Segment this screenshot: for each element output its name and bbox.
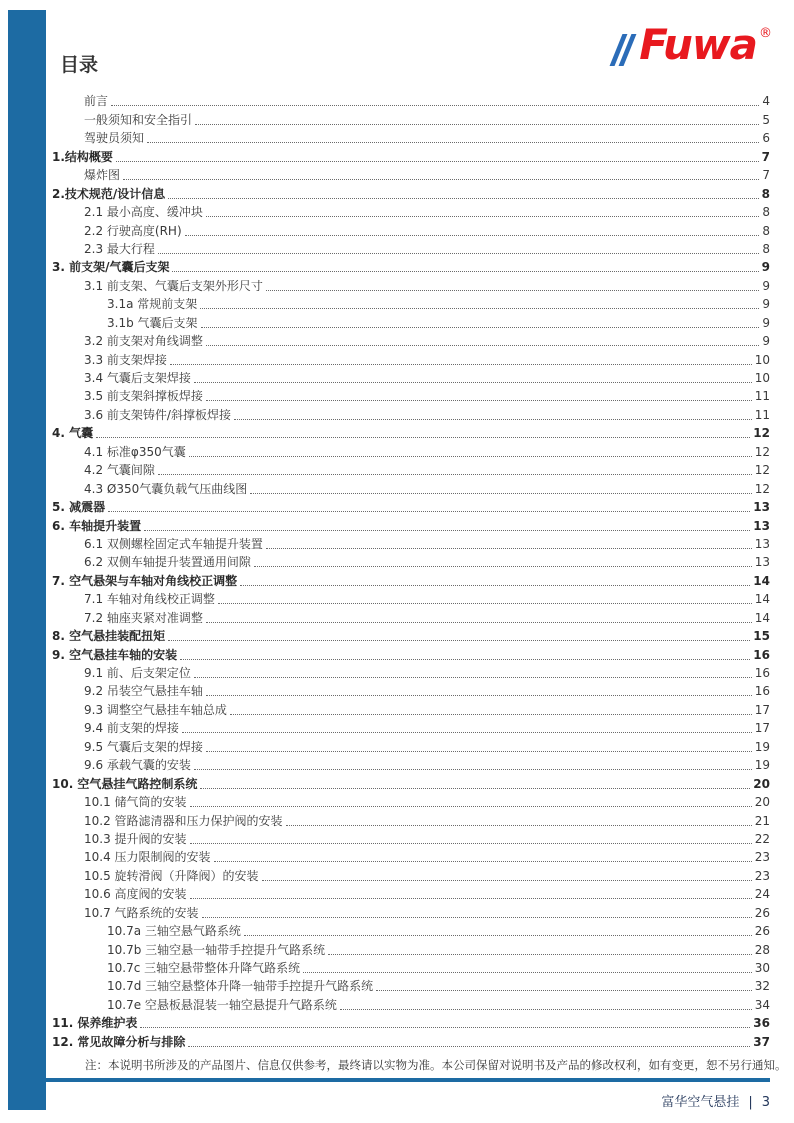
toc-entry bbox=[52, 165, 770, 183]
toc-dot-leader bbox=[108, 511, 750, 512]
toc-dot-leader bbox=[262, 880, 752, 881]
toc-entry-page-number: 8 bbox=[762, 241, 770, 256]
toc-dot-leader bbox=[206, 695, 752, 696]
toc-entry-label: 9.4 前支架的焊接 bbox=[84, 721, 179, 736]
fuwa-logo bbox=[616, 20, 772, 69]
toc-entry bbox=[52, 220, 770, 238]
toc-dot-leader bbox=[190, 843, 752, 844]
toc-entry-label: 1.结构概要 bbox=[52, 149, 113, 164]
toc-entry-page-number: 4 bbox=[762, 94, 770, 109]
toc-dot-leader bbox=[376, 990, 752, 991]
toc-entry-page-number: 7 bbox=[761, 149, 770, 164]
toc-dot-leader bbox=[182, 732, 752, 733]
toc-entry-label: 10. 空气悬挂气路控制系统 bbox=[52, 776, 198, 791]
logo-text: Fuwa bbox=[639, 20, 757, 69]
toc-dot-leader bbox=[144, 530, 750, 531]
left-accent-bar bbox=[8, 10, 46, 1110]
toc-entry bbox=[52, 884, 770, 902]
toc-entry-label: 2.1 最小高度、缓冲块 bbox=[84, 205, 203, 220]
footer-separator: | bbox=[748, 1095, 753, 1110]
page-footer bbox=[661, 1091, 770, 1110]
toc-entry bbox=[52, 810, 770, 828]
toc-entry-page-number: 32 bbox=[754, 979, 770, 994]
toc-entry-page-number: 16 bbox=[753, 647, 770, 662]
toc-entry bbox=[52, 478, 770, 496]
footer-divider bbox=[46, 1078, 770, 1082]
toc-entry bbox=[52, 386, 770, 404]
toc-dot-leader bbox=[254, 566, 752, 567]
toc-dot-leader bbox=[202, 917, 752, 918]
toc-entry bbox=[52, 423, 770, 441]
toc-dot-leader bbox=[266, 290, 759, 291]
toc-entry bbox=[52, 128, 770, 146]
toc-entry bbox=[52, 1013, 770, 1031]
toc-entry bbox=[52, 331, 770, 349]
toc-entry bbox=[52, 699, 770, 717]
toc-entry-label: 11. 保养维护表 bbox=[52, 1016, 138, 1031]
toc-entry-label: 10.7b 三轴空悬一轴带手控提升气路系统 bbox=[107, 942, 326, 957]
toc-dot-leader bbox=[286, 825, 752, 826]
toc-entry-page-number: 20 bbox=[754, 795, 770, 810]
toc-entry bbox=[52, 109, 770, 127]
toc-dot-leader bbox=[185, 235, 760, 236]
toc-dot-leader bbox=[140, 1027, 750, 1028]
toc-entry bbox=[52, 958, 770, 976]
toc-dot-leader bbox=[170, 364, 752, 365]
toc-dot-leader bbox=[111, 105, 759, 106]
toc-entry-label: 10.7 气路系统的安装 bbox=[84, 905, 199, 920]
toc-entry-page-number: 23 bbox=[754, 850, 770, 865]
toc-entry-label: 3.4 气囊后支架焊接 bbox=[84, 371, 191, 385]
toc-dot-leader bbox=[250, 493, 751, 494]
toc-entry-label: 10.2 管路滤清器和压力保护阀的安装 bbox=[84, 813, 283, 828]
logo-slashes-icon bbox=[616, 34, 634, 66]
toc-entry-page-number: 9 bbox=[762, 315, 770, 330]
toc-entry-label: 5. 减震器 bbox=[52, 500, 106, 515]
toc-entry-label: 4.2 气囊间隙 bbox=[84, 463, 155, 478]
toc-entry bbox=[52, 773, 770, 791]
toc-entry-page-number: 13 bbox=[753, 518, 770, 533]
page-title: 目录 bbox=[60, 54, 99, 76]
toc-dot-leader bbox=[206, 216, 759, 217]
toc-dot-leader bbox=[206, 345, 759, 346]
toc-entry-label: 10.7a 三轴空悬气路系统 bbox=[107, 924, 241, 939]
toc-entry-page-number: 37 bbox=[753, 1034, 770, 1049]
footer-brand: 富华空气悬挂 bbox=[661, 1095, 740, 1110]
toc-entry-label: 爆炸图 bbox=[84, 168, 121, 183]
toc-entry bbox=[52, 552, 770, 570]
toc-entry-page-number: 9 bbox=[761, 260, 770, 275]
toc-entry-page-number: 28 bbox=[754, 942, 770, 957]
toc-entry bbox=[52, 515, 770, 533]
toc-entry-page-number: 6 bbox=[762, 131, 770, 146]
toc-entry-label: 9.5 气囊后支架的焊接 bbox=[84, 739, 203, 754]
toc-entry-label: 10.4 压力限制阀的安装 bbox=[84, 850, 211, 865]
toc-entry-label: 4.1 标准φ350气囊 bbox=[84, 444, 186, 459]
toc-entry-label: 10.6 高度阀的安装 bbox=[84, 887, 187, 902]
toc-dot-leader bbox=[214, 861, 752, 862]
toc-entry-label: 3.1 前支架、气囊后支架外形尺寸 bbox=[84, 278, 263, 293]
toc-dot-leader bbox=[158, 474, 752, 475]
toc-entry bbox=[52, 644, 770, 662]
toc-entry bbox=[52, 349, 770, 367]
toc-dot-leader bbox=[340, 1009, 752, 1010]
toc-entry-label: 6.1 双侧螺栓固定式车轴提升装置 bbox=[84, 536, 263, 551]
toc-entry bbox=[52, 792, 770, 810]
toc-dot-leader bbox=[123, 179, 759, 180]
toc-dot-leader bbox=[116, 161, 759, 162]
toc-entry bbox=[52, 921, 770, 939]
toc-entry-label: 3.6 前支架铸件/斜撑板焊接 bbox=[84, 407, 231, 422]
toc-entry bbox=[52, 257, 770, 275]
toc-entry bbox=[52, 183, 770, 201]
toc-entry-page-number: 10 bbox=[754, 371, 770, 385]
toc-entry-page-number: 23 bbox=[754, 868, 770, 883]
toc-entry-page-number: 12 bbox=[754, 481, 770, 496]
toc-entry bbox=[52, 460, 770, 478]
toc-entry-label: 10.7d 三轴空悬整体升降一轴带手控提升气路系统 bbox=[107, 979, 374, 994]
toc-entry-label: 10.1 储气筒的安装 bbox=[84, 795, 187, 810]
toc-entry-page-number: 34 bbox=[754, 997, 770, 1012]
toc-entry-label: 8. 空气悬挂装配扭矩 bbox=[52, 629, 166, 644]
toc-entry-label: 驾驶员须知 bbox=[84, 131, 145, 146]
toc-dot-leader bbox=[206, 622, 752, 623]
toc-entry bbox=[52, 294, 770, 312]
toc-dot-leader bbox=[200, 788, 750, 789]
toc-dot-leader bbox=[168, 640, 750, 641]
toc-entry-label: 3.1a 常规前支架 bbox=[107, 297, 198, 312]
toc-entry-page-number: 22 bbox=[754, 831, 770, 846]
toc-entry bbox=[52, 202, 770, 220]
toc-entry-page-number: 16 bbox=[754, 684, 770, 699]
toc-entry bbox=[52, 534, 770, 552]
toc-entry bbox=[52, 829, 770, 847]
disclaimer-note: 注：本说明书所涉及的产品图片、信息仅供参考，最终请以实物为准。本公司保留对说明书及产品的修改权利，如有变更，恕不另行通知。 bbox=[85, 1058, 787, 1072]
toc-entry-page-number: 20 bbox=[753, 776, 770, 791]
toc-dot-leader bbox=[328, 954, 752, 955]
toc-entry-page-number: 9 bbox=[762, 334, 770, 349]
toc-entry-label: 2.3 最大行程 bbox=[84, 241, 155, 256]
toc-entry-page-number: 12 bbox=[754, 463, 770, 478]
toc-dot-leader bbox=[188, 1046, 750, 1047]
toc-entry bbox=[52, 755, 770, 773]
toc-entry bbox=[52, 847, 770, 865]
toc-entry bbox=[52, 736, 770, 754]
toc-dot-leader bbox=[206, 751, 752, 752]
toc-entry-page-number: 14 bbox=[754, 592, 770, 607]
toc-entry bbox=[52, 663, 770, 681]
toc-entry-label: 3.1b 气囊后支架 bbox=[107, 315, 198, 330]
toc-entry-label: 9.6 承载气囊的安装 bbox=[84, 758, 191, 773]
toc-dot-leader bbox=[168, 198, 758, 199]
toc-dot-leader bbox=[158, 253, 759, 254]
toc-entry-page-number: 36 bbox=[753, 1016, 770, 1031]
toc-entry bbox=[52, 91, 770, 109]
toc-entry-label: 7.2 轴座夹紧对准调整 bbox=[84, 610, 203, 625]
toc-entry-label: 6. 车轴提升装置 bbox=[52, 518, 142, 533]
toc-dot-leader bbox=[303, 972, 752, 973]
toc-dot-leader bbox=[194, 382, 752, 383]
toc-entry-page-number: 19 bbox=[754, 758, 770, 773]
toc-entry-label: 10.7c 三轴空悬带整体升降气路系统 bbox=[107, 961, 301, 975]
toc-dot-leader bbox=[194, 769, 752, 770]
toc-entry bbox=[52, 607, 770, 625]
toc-entry-page-number: 7 bbox=[762, 168, 770, 183]
toc-entry-page-number: 8 bbox=[762, 205, 770, 220]
toc-dot-leader bbox=[206, 400, 752, 401]
toc-entry bbox=[52, 570, 770, 588]
toc-entry-label: 12. 常见故障分析与排除 bbox=[52, 1034, 186, 1049]
toc-dot-leader bbox=[240, 585, 750, 586]
toc-entry bbox=[52, 939, 770, 957]
toc-entry-label: 前言 bbox=[84, 94, 109, 109]
toc-entry bbox=[52, 994, 770, 1012]
toc-entry bbox=[52, 976, 770, 994]
toc-entry-label: 4.3 Ø350气囊负载气压曲线图 bbox=[84, 481, 248, 496]
toc-entry-label: 3.5 前支架斜撑板焊接 bbox=[84, 389, 203, 404]
toc-dot-leader bbox=[172, 271, 758, 272]
toc-entry-page-number: 5 bbox=[762, 112, 770, 127]
toc-entry-page-number: 21 bbox=[754, 813, 770, 828]
toc-entry bbox=[52, 312, 770, 330]
toc-entry-page-number: 11 bbox=[754, 389, 770, 404]
toc-dot-leader bbox=[96, 437, 750, 438]
toc-entry-page-number: 8 bbox=[761, 186, 770, 201]
toc-entry bbox=[52, 368, 770, 386]
toc-entry-page-number: 26 bbox=[754, 905, 770, 920]
toc-entry bbox=[52, 865, 770, 883]
toc-entry bbox=[52, 146, 770, 164]
toc-entry-page-number: 13 bbox=[754, 536, 770, 551]
toc-entry bbox=[52, 275, 770, 293]
toc-dot-leader bbox=[244, 935, 752, 936]
toc-entry-page-number: 24 bbox=[754, 887, 770, 902]
toc-entry-page-number: 17 bbox=[754, 702, 770, 717]
toc-entry-label: 10.7e 空悬板悬混装一轴空悬提升气路系统 bbox=[107, 997, 337, 1012]
toc-entry-label: 7. 空气悬架与车轴对角线校正调整 bbox=[52, 573, 238, 588]
toc-entry-label: 9.1 前、后支架定位 bbox=[84, 666, 191, 680]
toc-entry bbox=[52, 497, 770, 515]
toc-entry-label: 7.1 车轴对角线校正调整 bbox=[84, 592, 215, 607]
toc-entry-label: 3. 前支架/气囊后支架 bbox=[52, 260, 170, 275]
footer-page-number: 3 bbox=[761, 1095, 770, 1110]
toc-dot-leader bbox=[218, 603, 752, 604]
toc-entry-label: 10.5 旋转滑阀（升降阀）的安装 bbox=[84, 868, 259, 883]
toc-entry-page-number: 11 bbox=[754, 407, 770, 422]
toc-entry bbox=[52, 239, 770, 257]
toc-entry-label: 3.2 前支架对角线调整 bbox=[84, 334, 203, 349]
toc-dot-leader bbox=[195, 124, 759, 125]
toc-entry bbox=[52, 681, 770, 699]
toc-entry-page-number: 9 bbox=[762, 297, 770, 312]
toc-entry-label: 10.3 提升阀的安装 bbox=[84, 831, 187, 846]
toc-entry-page-number: 8 bbox=[762, 223, 770, 238]
toc-entry-page-number: 19 bbox=[754, 739, 770, 754]
toc-dot-leader bbox=[194, 677, 752, 678]
toc-dot-leader bbox=[190, 806, 752, 807]
toc-dot-leader bbox=[234, 419, 752, 420]
toc-entry-label: 6.2 双侧车轴提升装置通用间隙 bbox=[84, 555, 251, 570]
toc-entry-label: 2.2 行驶高度(RH) bbox=[84, 223, 182, 238]
toc-entry-page-number: 12 bbox=[753, 426, 770, 441]
toc-entry-label: 9.3 调整空气悬挂车轴总成 bbox=[84, 702, 227, 717]
toc-entry-page-number: 14 bbox=[753, 573, 770, 588]
toc-entry-page-number: 13 bbox=[754, 555, 770, 570]
toc-entry bbox=[52, 1031, 770, 1049]
toc-dot-leader bbox=[200, 308, 759, 309]
toc-dot-leader bbox=[230, 714, 752, 715]
toc-entry-page-number: 14 bbox=[754, 610, 770, 625]
toc-dot-leader bbox=[201, 327, 760, 328]
toc-entry-page-number: 15 bbox=[753, 629, 770, 644]
toc-entry bbox=[52, 626, 770, 644]
toc-dot-leader bbox=[266, 548, 752, 549]
toc-entry bbox=[52, 404, 770, 422]
toc-dot-leader bbox=[190, 898, 752, 899]
toc-entry-label: 9.2 吊装空气悬挂车轴 bbox=[84, 684, 203, 699]
toc-entry-page-number: 17 bbox=[754, 721, 770, 736]
toc-list bbox=[52, 91, 770, 1050]
toc-dot-leader bbox=[147, 142, 759, 143]
toc-entry bbox=[52, 589, 770, 607]
toc-entry-label: 3.3 前支架焊接 bbox=[84, 352, 167, 367]
toc-entry bbox=[52, 902, 770, 920]
toc-entry-label: 2.技术规范/设计信息 bbox=[52, 186, 166, 201]
toc-entry-page-number: 13 bbox=[753, 500, 770, 515]
toc-entry-page-number: 10 bbox=[754, 352, 770, 367]
toc-entry-page-number: 26 bbox=[754, 924, 770, 939]
toc-entry-page-number: 16 bbox=[754, 666, 770, 680]
toc-dot-leader bbox=[189, 456, 752, 457]
toc-entry-label: 一般须知和安全指引 bbox=[84, 112, 193, 127]
toc-entry bbox=[52, 441, 770, 459]
toc-dot-leader bbox=[180, 659, 750, 660]
toc-entry-page-number: 12 bbox=[754, 444, 770, 459]
toc-entry-label: 4. 气囊 bbox=[52, 426, 94, 441]
toc-entry bbox=[52, 718, 770, 736]
logo-registered-mark: ® bbox=[759, 26, 772, 41]
toc-entry-page-number: 9 bbox=[762, 278, 770, 293]
toc-entry-page-number: 30 bbox=[754, 961, 770, 975]
toc-entry-label: 9. 空气悬挂车轴的安装 bbox=[52, 647, 178, 662]
